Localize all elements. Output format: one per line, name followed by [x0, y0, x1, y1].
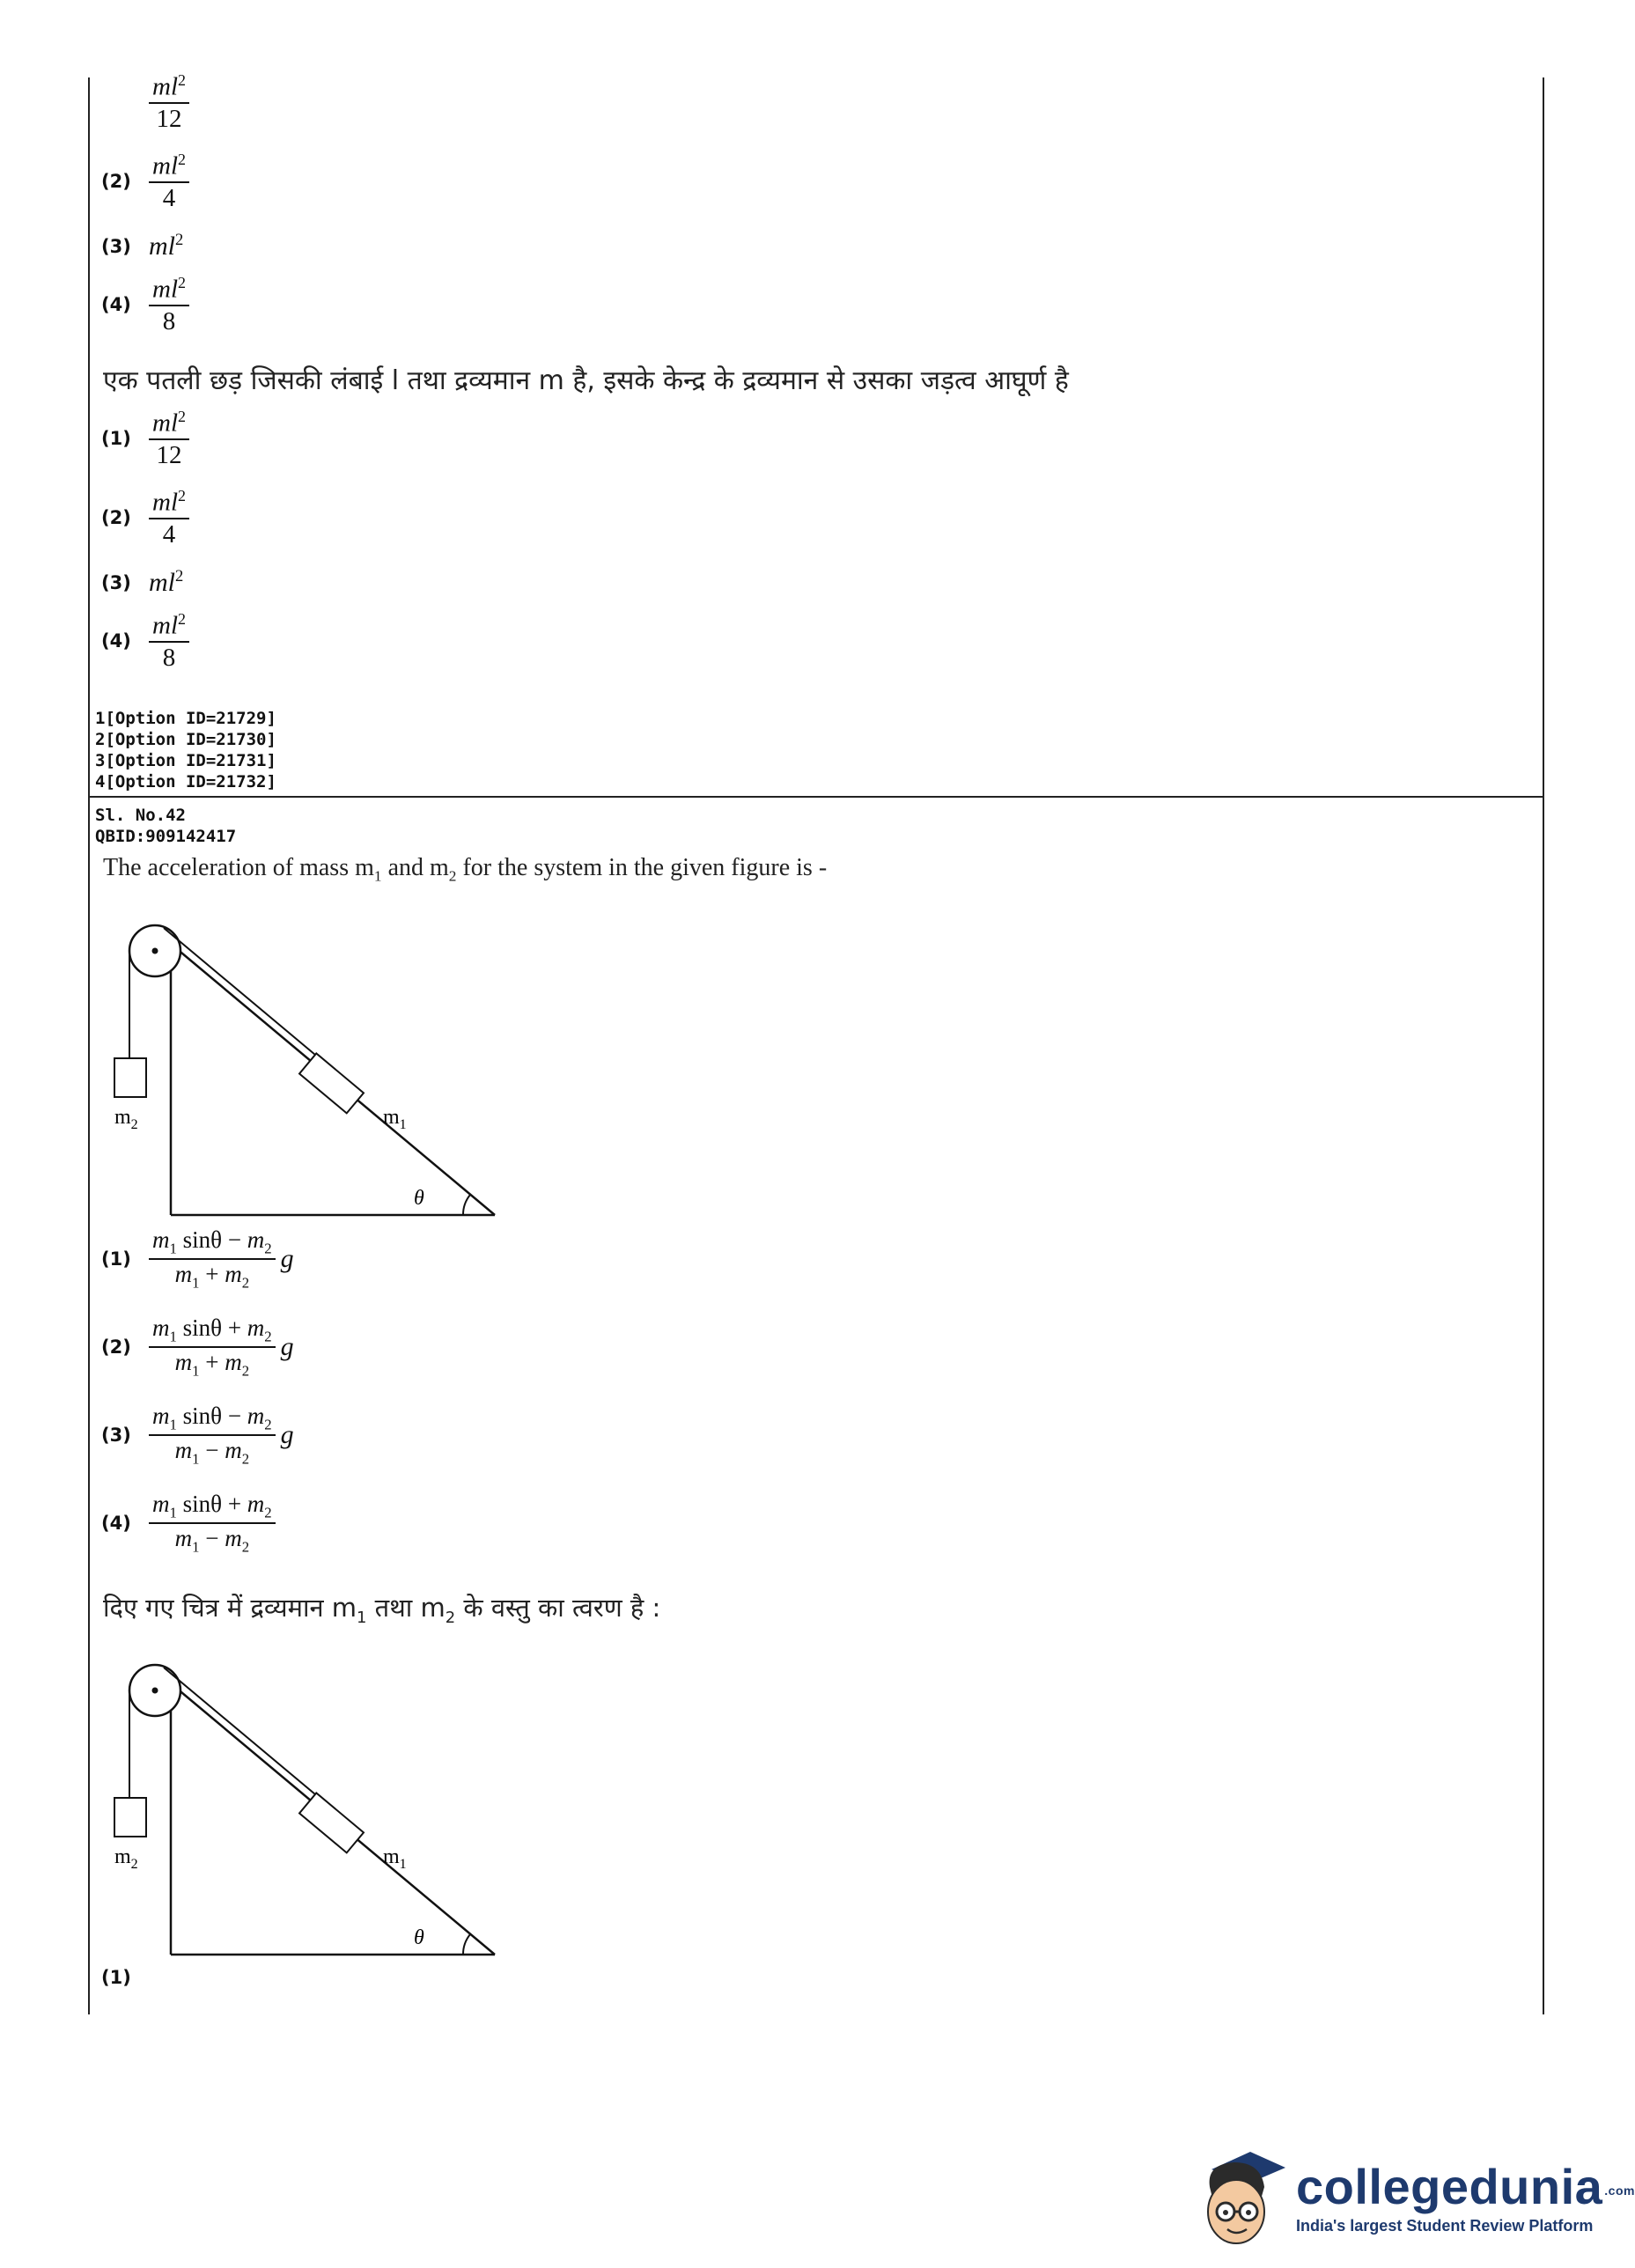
m2-label: $m_2$	[114, 1106, 138, 1132]
fraction: $\frac{ml^2}{8}$	[149, 275, 189, 335]
q41-option-3-en: (3) $ml^2$	[101, 231, 184, 261]
mass-m2-block	[114, 1058, 146, 1097]
option-id: 2[Option ID=21730]	[95, 730, 276, 749]
brand-name: collegedunia	[1296, 2158, 1603, 2214]
m1-label: $m_1$	[383, 1845, 407, 1872]
string-incline	[164, 1668, 315, 1794]
q42-option-3: (3) $\frac{m_1 \sin\theta - m_2}{m_1 - m_2}$ g	[101, 1403, 294, 1468]
angle-arc	[463, 1934, 470, 1955]
q41-option-3-hi: (3) $ml^2$	[101, 567, 184, 597]
q41-option-2-hi: (2) $\frac{ml^2}{4}$	[101, 488, 189, 549]
collegedunia-logo	[1199, 2146, 1635, 2250]
q42-english-question: The acceleration of mass $m_1$ and $m_2$ for the system in the given figure is -	[103, 854, 828, 885]
q42-hindi-option-1: (1)	[101, 1967, 131, 1988]
qbid: QBID:909142417	[95, 827, 237, 846]
fraction: $\frac{m_1 \sin\theta - m_2}{m_1 - m_2}$	[149, 1403, 276, 1467]
brand-suffix: .com	[1604, 2183, 1635, 2198]
q42-option-2: (2) $\frac{m_1 \sin\theta + m_2}{m_1 + m_2}$ g	[101, 1314, 294, 1380]
fraction: $\frac{m_1 \sin\theta + m_2}{m_1 - m_2}$	[149, 1491, 276, 1555]
fraction: $\frac{ml^2}{12}$	[149, 72, 189, 133]
fraction: $\frac{ml^2}{8}$	[149, 611, 189, 672]
serial-number: Sl. No.42	[95, 806, 186, 825]
mass-m1-block	[299, 1053, 364, 1113]
pulley-incline-figure-hindi	[114, 1655, 502, 1963]
q41-option-4-en: (4) $\frac{ml^2}{8}$	[101, 275, 189, 335]
option-id-list	[95, 708, 276, 792]
q42-option-1: (1) $\frac{m_1 \sin\theta - m_2}{m_1 + m_2}$ g	[101, 1226, 294, 1292]
m2-label: $m_2$	[114, 1845, 138, 1872]
mass-m1-block	[299, 1793, 364, 1852]
theta-label: θ	[414, 1926, 424, 1949]
question-divider	[88, 796, 1544, 798]
string-incline	[164, 928, 315, 1055]
fraction: $\frac{m_1 \sin\theta + m_2}{m_1 + m_2}$	[149, 1315, 276, 1379]
page-frame-right	[1543, 77, 1544, 2014]
fraction: $\frac{ml^2}{12}$	[149, 409, 189, 469]
page-frame-left	[88, 77, 90, 2014]
q42-option-4: (4) $\frac{m_1 \sin\theta + m_2}{m_1 - m_2}$	[101, 1491, 281, 1555]
q41-option-1-en	[101, 72, 189, 133]
q41-option-4-hi: (4) $\frac{ml^2}{8}$	[101, 611, 189, 672]
option-id: 3[Option ID=21731]	[95, 751, 276, 770]
option-id: 1[Option ID=21729]	[95, 709, 276, 728]
pulley-axle	[152, 1688, 158, 1694]
mass-m2-block	[114, 1798, 146, 1837]
pulley-axle	[152, 948, 158, 954]
angle-arc	[463, 1195, 470, 1215]
pulley-incline-figure	[114, 916, 502, 1224]
brand-tagline: India's largest Student Review Platform	[1296, 2216, 1594, 2235]
theta-label: θ	[414, 1187, 424, 1210]
mascot-icon	[1199, 2146, 1287, 2250]
fraction: $\frac{m_1 \sin\theta - m_2}{m_1 + m_2}$	[149, 1227, 276, 1291]
question-meta	[95, 805, 236, 847]
q41-option-1-hi: (1) $\frac{ml^2}{12}$	[101, 409, 189, 469]
fraction: $\frac{ml^2}{4}$	[149, 488, 189, 549]
q41-hindi-question: एक पतली छड़ जिसकी लंबाई l तथा द्रव्यमान m है, इसके केन्द्र के द्रव्यमान से उसका जड़त्व आघूर्ण है	[103, 365, 1069, 396]
option-id: 4[Option ID=21732]	[95, 772, 276, 792]
q41-option-2-en: (2) $\frac{ml^2}{4}$	[101, 151, 189, 212]
fraction: $\frac{ml^2}{4}$	[149, 151, 189, 212]
q42-hindi-question: दिए गए चित्र में द्रव्यमान $m_1$ तथा $m_2$ के वस्तु का त्वरण है :	[103, 1593, 661, 1627]
m1-label: $m_1$	[383, 1106, 407, 1132]
